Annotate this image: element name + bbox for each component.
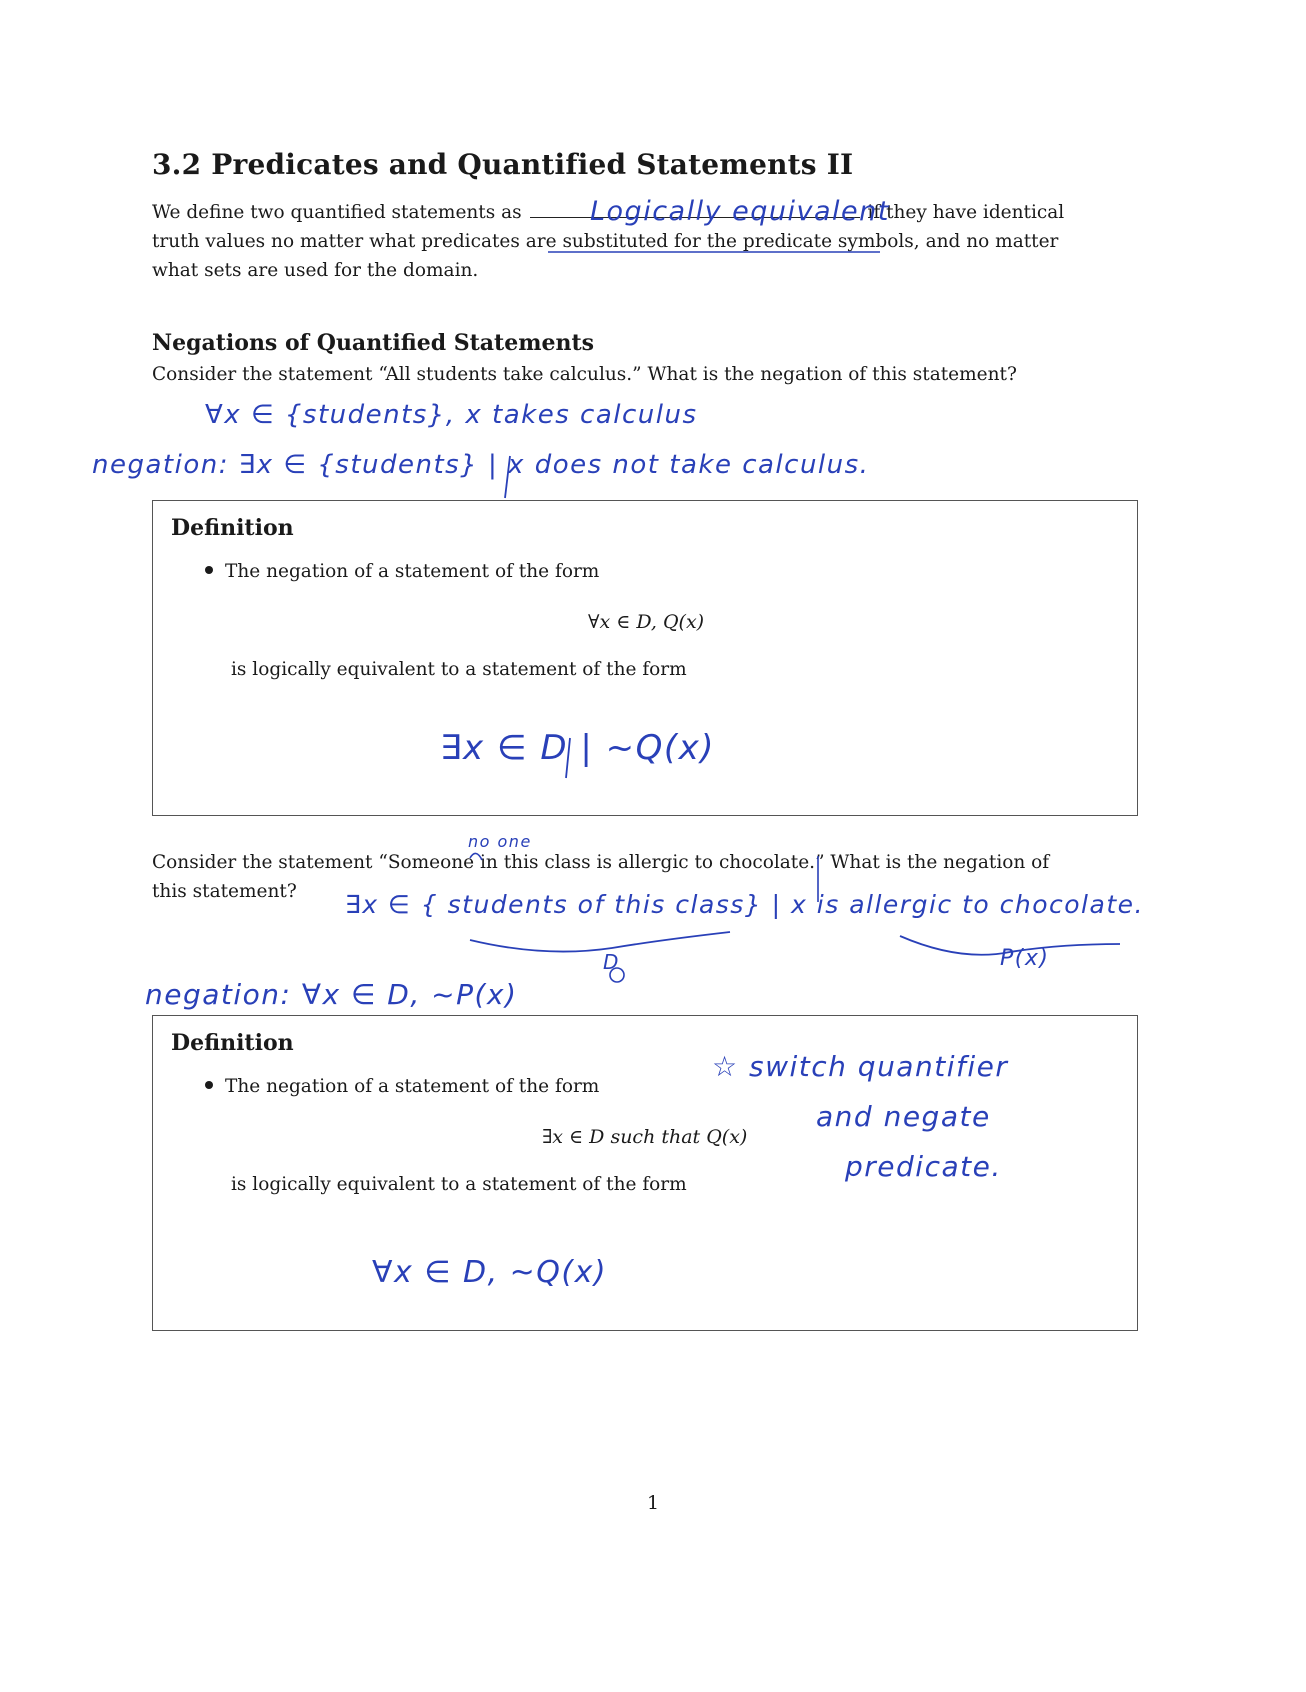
- ink-brace-left: [470, 932, 730, 952]
- question-2-line-1: Consider the statement “Someone in this class is allergic to chocolate.” What is the negation of: [152, 852, 1050, 873]
- definition-1-bullet-text: The negation of a statement of the form: [225, 561, 600, 582]
- intro-before-blank: We define two quantified statements as: [152, 202, 522, 223]
- definition-1-title: Definition: [171, 515, 294, 541]
- handwritten-note-line-3: predicate.: [845, 1150, 1002, 1183]
- question-1: Consider the statement “All students take calculus.” What is the negation of this statement?: [152, 364, 1017, 385]
- definition-1-bullet: [205, 561, 599, 582]
- page-number: 1: [646, 1492, 660, 1514]
- handwritten-blank-answer: Logically equivalent: [590, 196, 890, 227]
- definition-2-bullet-text: The negation of a statement of the form: [225, 1076, 600, 1097]
- bullet-icon: [205, 566, 213, 574]
- handwritten-q1-statement: ∀x ∈ {students}, x takes calculus: [205, 400, 698, 430]
- definition-2-bullet: [205, 1076, 599, 1097]
- intro-after-blank: if they have identical: [867, 202, 1065, 223]
- handwritten-q2-negation: negation: ∀x ∈ D, ~P(x): [145, 978, 518, 1011]
- intro-line-3: what sets are used for the domain.: [152, 260, 479, 281]
- handwritten-note-line-1: ☆ switch quantifier: [712, 1050, 1009, 1083]
- bullet-icon: [205, 1081, 213, 1089]
- handwritten-brace-label-d: D: [603, 950, 620, 974]
- handwritten-def2-answer: ∀x ∈ D, ~Q(x): [372, 1255, 608, 1290]
- question-2-line-2: this statement?: [152, 881, 297, 902]
- handwritten-q1-negation: negation: ∃x ∈ {students} | x does not take calculus.: [92, 450, 870, 480]
- section-heading: Negations of Quantified Statements: [152, 330, 595, 356]
- intro-line-2: truth values no matter what predicates are substituted for the predicate symbols, and no matter: [152, 231, 1059, 252]
- definition-2-equiv: is logically equivalent to a statement of the form: [231, 1174, 687, 1195]
- handwritten-def1-answer: ∃x ∈ D | ~Q(x): [440, 728, 715, 768]
- handwritten-brace-label-p: P(x): [1000, 946, 1050, 971]
- handwritten-q2-statement: ∃x ∈ { students of this class} | x is allergic to chocolate.: [345, 890, 1144, 919]
- definition-1-formula: ∀x ∈ D, Q(x): [588, 611, 705, 633]
- page-title: 3.2 Predicates and Quantified Statements II: [152, 148, 854, 181]
- definition-box-1: [152, 500, 1138, 816]
- handwritten-no-one: no one: [468, 832, 532, 851]
- definition-2-formula: ∃x ∈ D such that Q(x): [542, 1126, 748, 1148]
- definition-2-title: Definition: [171, 1030, 294, 1056]
- handwritten-note-line-2: and negate: [816, 1100, 991, 1133]
- definition-1-equiv: is logically equivalent to a statement of the form: [231, 659, 687, 680]
